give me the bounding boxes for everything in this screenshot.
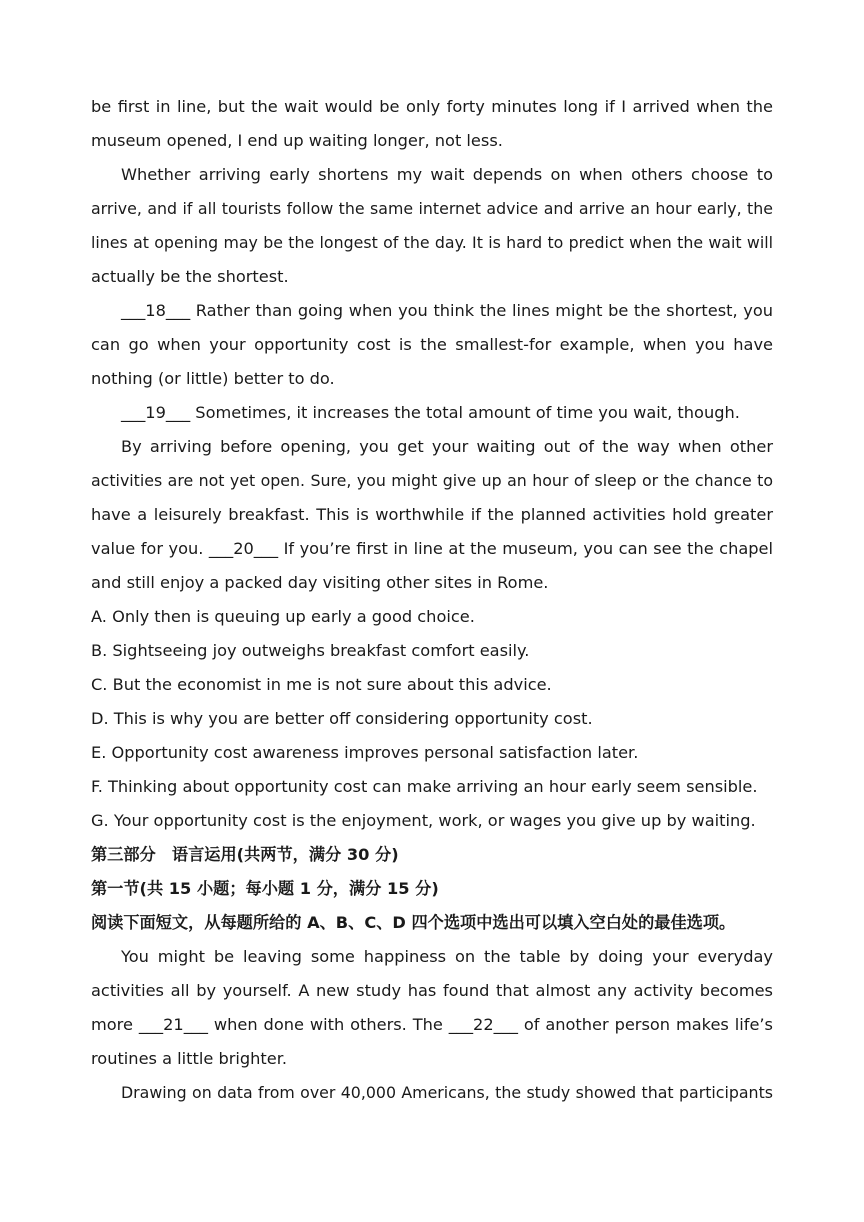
passage-line: museum opened, I end up waiting longer, not less. — [91, 131, 503, 150]
passage-line: Whether arriving early shortens my wait depends on when others choose to — [121, 165, 773, 184]
section-one-heading: 第一节(共 15 小题；每小题 1 分，满分 15 分) — [91, 879, 439, 898]
passage-line: nothing (or little) better to do. — [91, 369, 335, 388]
option-b: B. Sightseeing joy outweighs breakfast comfort easily. — [91, 641, 530, 660]
passage-opportunity-cost — [91, 90, 773, 600]
passage-line: activities are not yet open. Sure, you might give up an hour of sleep or the chance to — [91, 471, 773, 490]
passage-line: have a leisurely breakfast. This is worthwhile if the planned activities hold greater — [91, 505, 773, 524]
passage-line: ___19___ Sometimes, it increases the total amount of time you wait, though. — [121, 403, 740, 422]
passage-line: can go when your opportunity cost is the smallest-for example, when you have — [91, 335, 773, 354]
option-f: F. Thinking about opportunity cost can make arriving an hour early seem sensible. — [91, 777, 758, 796]
section-headings — [91, 838, 773, 940]
option-g: G. Your opportunity cost is the enjoyment, work, or wages you give up by waiting. — [91, 811, 756, 830]
passage-line: actually be the shortest. — [91, 267, 289, 286]
passage-line: You might be leaving some happiness on the table by doing your everyday — [121, 947, 773, 966]
passage-happiness-study — [91, 940, 773, 1110]
option-a: A. Only then is queuing up early a good choice. — [91, 607, 475, 626]
passage-line: more ___21___ when done with others. The ___22___ of another person makes life’s — [91, 1015, 773, 1034]
instruction-text: 阅读下面短文，从每题所给的 A、B、C、D 四个选项中选出可以填入空白处的最佳选项。 — [91, 913, 736, 932]
passage-line: routines a little brighter. — [91, 1049, 288, 1068]
option-e: E. Opportunity cost awareness improves personal satisfaction later. — [91, 743, 639, 762]
option-d: D. This is why you are better off considering opportunity cost. — [91, 709, 593, 728]
page-content — [91, 90, 773, 1110]
passage-line: and still enjoy a packed day visiting other sites in Rome. — [91, 573, 549, 592]
part-three-heading: 第三部分 语言运用(共两节，满分 30 分) — [91, 845, 399, 864]
passage-line: activities all by yourself. A new study has found that almost any activity becomes — [91, 981, 773, 1000]
passage-line: Drawing on data from over 40,000 Americans, the study showed that participants — [121, 1083, 773, 1102]
passage-line: value for you. ___20___ If you’re first in line at the museum, you can see the chapel — [91, 539, 773, 558]
option-c: C. But the economist in me is not sure about this advice. — [91, 675, 552, 694]
answer-options — [91, 600, 773, 838]
passage-line: By arriving before opening, you get your waiting out of the way when other — [121, 437, 773, 456]
passage-line: ___18___ Rather than going when you think the lines might be the shortest, you — [121, 301, 773, 320]
passage-line: be first in line, but the wait would be only forty minutes long if I arrived when the — [91, 97, 773, 116]
passage-line: lines at opening may be the longest of the day. It is hard to predict when the wait will — [91, 233, 773, 252]
passage-line: arrive, and if all tourists follow the same internet advice and arrive an hour early, the — [91, 199, 773, 218]
